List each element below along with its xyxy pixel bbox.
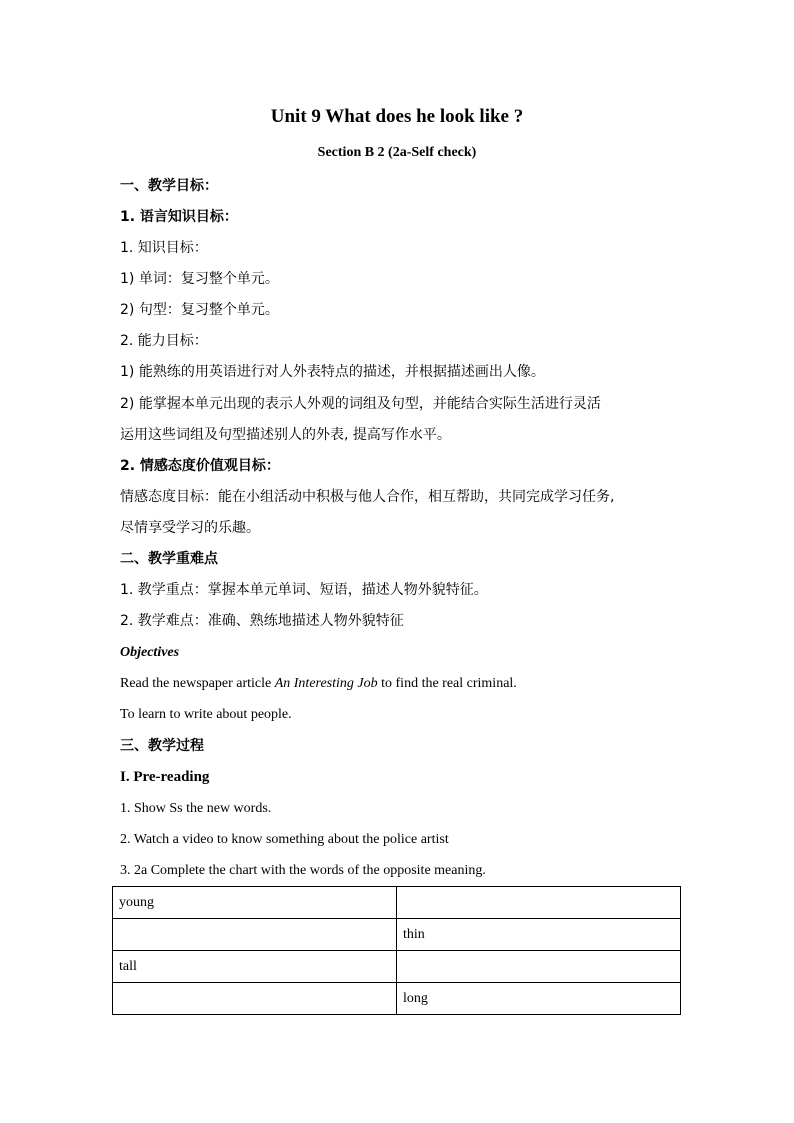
subheading-attitude-goals: 2. 情感态度价值观目标： [120,458,280,474]
pre-reading-heading: I. Pre-reading [120,769,210,785]
knowledge-item-1: 1) 单词：复习整个单元。 [120,271,279,287]
table-row [113,951,681,983]
table-cell [397,951,681,983]
opposite-words-chart [112,886,681,1015]
step-2: 2. Watch a video to know something about the police artist [120,832,449,847]
table-cell [113,983,397,1015]
section-heading-process: 三、教学过程 [120,738,204,754]
ability-item-2-line-1: 2) 能掌握本单元出现的表示人外观的词组及句型，并能结合实际生活进行灵活 [120,396,601,412]
ability-item-2-line-2: 运用这些词组及句型描述别人的外表, 提高写作水平。 [120,427,451,443]
objective-1 [120,674,680,694]
knowledge-item-2: 2) 句型：复习整个单元。 [120,302,279,318]
key-point: 1. 教学重点：掌握本单元单词、短语，描述人物外貌特征。 [120,582,488,598]
knowledge-label: 1. 知识目标： [120,240,208,256]
section-heading-key-points: 二、教学重难点 [120,551,218,567]
page-title: Unit 9 What does he look like ? [270,106,524,127]
objectives-label: Objectives [120,645,180,660]
attitude-text-line-1: 情感态度目标：能在小组活动中积极与他人合作，相互帮助，共同完成学习任务, [120,489,615,505]
table-row [113,919,681,951]
table-cell [397,887,681,919]
objective-1-post: to find the real criminal. [377,676,517,691]
objective-1-pre: Read the newspaper article [120,676,275,691]
attitude-text-line-2: 尽情享受学习的乐趣。 [120,520,260,536]
article-title: An Interesting Job [274,676,378,691]
difficult-point: 2. 教学难点：准确、熟练地描述人物外貌特征 [120,613,404,629]
table-row [113,887,681,919]
table-cell: thin [397,919,681,951]
table-row [113,983,681,1015]
page-subtitle: Section B 2 (2a-Self check) [317,145,477,160]
table-cell: young [113,887,397,919]
table-cell [113,919,397,951]
step-1: 1. Show Ss the new words. [120,801,272,816]
table-cell: tall [113,951,397,983]
objective-2: To learn to write about people. [120,707,292,722]
section-heading-objectives: 一、教学目标： [120,178,218,194]
ability-item-1: 1) 能熟练的用英语进行对人外表特点的描述，并根据描述画出人像。 [120,364,545,380]
subheading-language-goals: 1. 语言知识目标： [120,209,238,225]
step-3: 3. 2a Complete the chart with the words of the opposite meaning. [120,863,486,878]
table-cell: long [397,983,681,1015]
ability-label: 2. 能力目标： [120,333,208,349]
